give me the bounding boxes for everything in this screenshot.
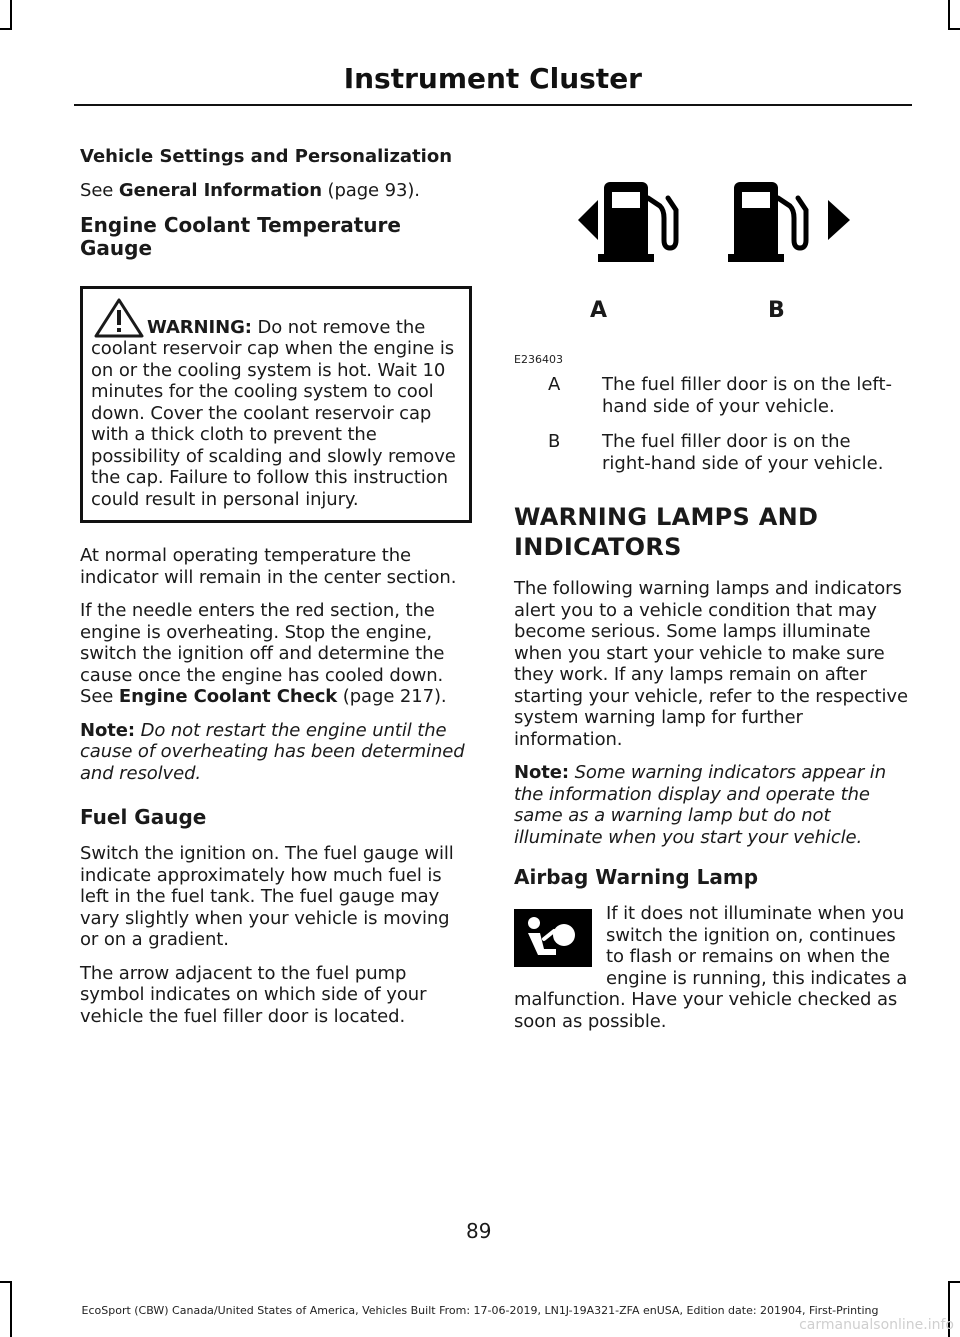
airbag-text: If it does not illuminate when you switch the ignition on, continues to flash or remains on when the engine is running, this indicates a malfunction. Have your vehicle checked as soon as possible. [514,903,908,1032]
general-information-link[interactable]: General Information [118,180,322,201]
warning-text [91,317,463,511]
crop-mark [10,1281,12,1337]
fuel-pump-right-arrow-icon [724,176,854,266]
legend-key: A [548,374,561,395]
see-prefix: See [80,180,119,201]
overheat-body: If the needle enters the red section, the engine is overheating. Stop the engine, switch the ignition off and determine the cause once the engine has cooled down. [80,600,445,686]
figure-label-a: A [590,298,608,323]
crop-mark [948,28,960,30]
fuel-door-figure [514,166,908,366]
warning-lamps-heading-line2: INDICATORS [514,533,682,561]
fuel-pump-left-arrow-icon [576,176,696,266]
crop-mark [948,1281,960,1283]
legend-key: B [548,431,561,452]
note-text: Do not restart the engine until the cause of overheating has been determined and resolved. [80,719,465,784]
crop-mark [10,0,12,30]
overheat-text [80,600,472,708]
note-indicators [514,762,908,848]
right-column [514,166,908,1044]
figure-label-b: B [768,298,785,323]
airbag-paragraph [514,903,908,1032]
see-general-info [80,180,472,202]
legend-text: The fuel filler door is on the left-hand side of your vehicle. [602,374,893,417]
coolant-heading [80,214,472,260]
engine-coolant-check-link[interactable]: Engine Coolant Check [118,686,338,707]
intro-text: The following warning lamps and indicators alert you to a vehicle condition that may become serious. Some lamps illuminate when you start your vehicle to make sure they work. If any lamps remain on after starting your vehicle, refer to the respective system warning lamp for further information. [514,578,908,750]
overheat-see-suffix: (page 217). [337,686,447,707]
overheat-see-prefix: See [80,686,119,707]
legend-row [514,431,908,474]
footer-text: EcoSport (CBW) Canada/United States of America, Vehicles Built From: 17-06-2019, LN1J-19A321-ZFA enUSA, Edition date: 201904, First-Printing [81,1304,879,1317]
warning-box [80,286,472,524]
normal-temp-text: At normal operating temperature the indicator will remain in the center section. [80,545,457,588]
note-label: Note: [514,762,569,783]
crop-mark [0,28,12,30]
figure-id: E236403 [514,353,563,366]
left-column [80,146,472,1039]
watermark: carmanualsonline.info [799,1317,954,1333]
coolant-heading-line2: Gauge [80,235,153,260]
airbag-heading: Airbag Warning Lamp [514,865,759,889]
header-rule [74,104,912,106]
page-title: Instrument Cluster [343,62,642,95]
vehicle-settings-heading: Vehicle Settings and Personalization [80,146,453,167]
fuel-text-2: The arrow adjacent to the fuel pump symbol indicates on which side of your vehicle the fuel filler door is located. [80,962,427,1027]
page-number: 89 [466,1219,492,1243]
warning-body: Do not remove the coolant reservoir cap when the engine is on or the cooling system is hot. Wait 10 minutes for the cooling system to cool down. Cover the coolant reservoir cap with a thick cloth to prevent the possibility of scalding and slowly remove the cap. Failure to follow this instruction could result in personal injury. [91,316,456,510]
legend-row [514,374,908,417]
see-suffix: (page 93). [321,180,420,201]
warning-label: WARNING: [147,316,252,338]
warning-lamps-heading [514,502,908,562]
coolant-heading-line1: Engine Coolant Temperature [80,212,401,237]
note-text: Some warning indicators appear in the information display and operate the same as a warning lamp but do not illuminate when you start your vehicle. [514,762,887,848]
fuel-gauge-heading: Fuel Gauge [80,805,207,829]
note-label: Note: [80,719,135,741]
note-overheating [80,720,472,785]
fuel-text-1: Switch the ignition on. The fuel gauge will indicate approximately how much fuel is left in the fuel tank. The fuel gauge may vary slightly when your vehicle is moving or on a gradient. [80,843,454,950]
warning-triangle-icon [93,297,145,339]
legend-text: The fuel filler door is on the right-hand side of your vehicle. [602,431,884,474]
warning-lamps-heading-line1: WARNING LAMPS AND [514,503,819,531]
airbag-warning-icon [514,909,592,967]
crop-mark [0,1281,12,1283]
crop-mark [948,0,950,30]
